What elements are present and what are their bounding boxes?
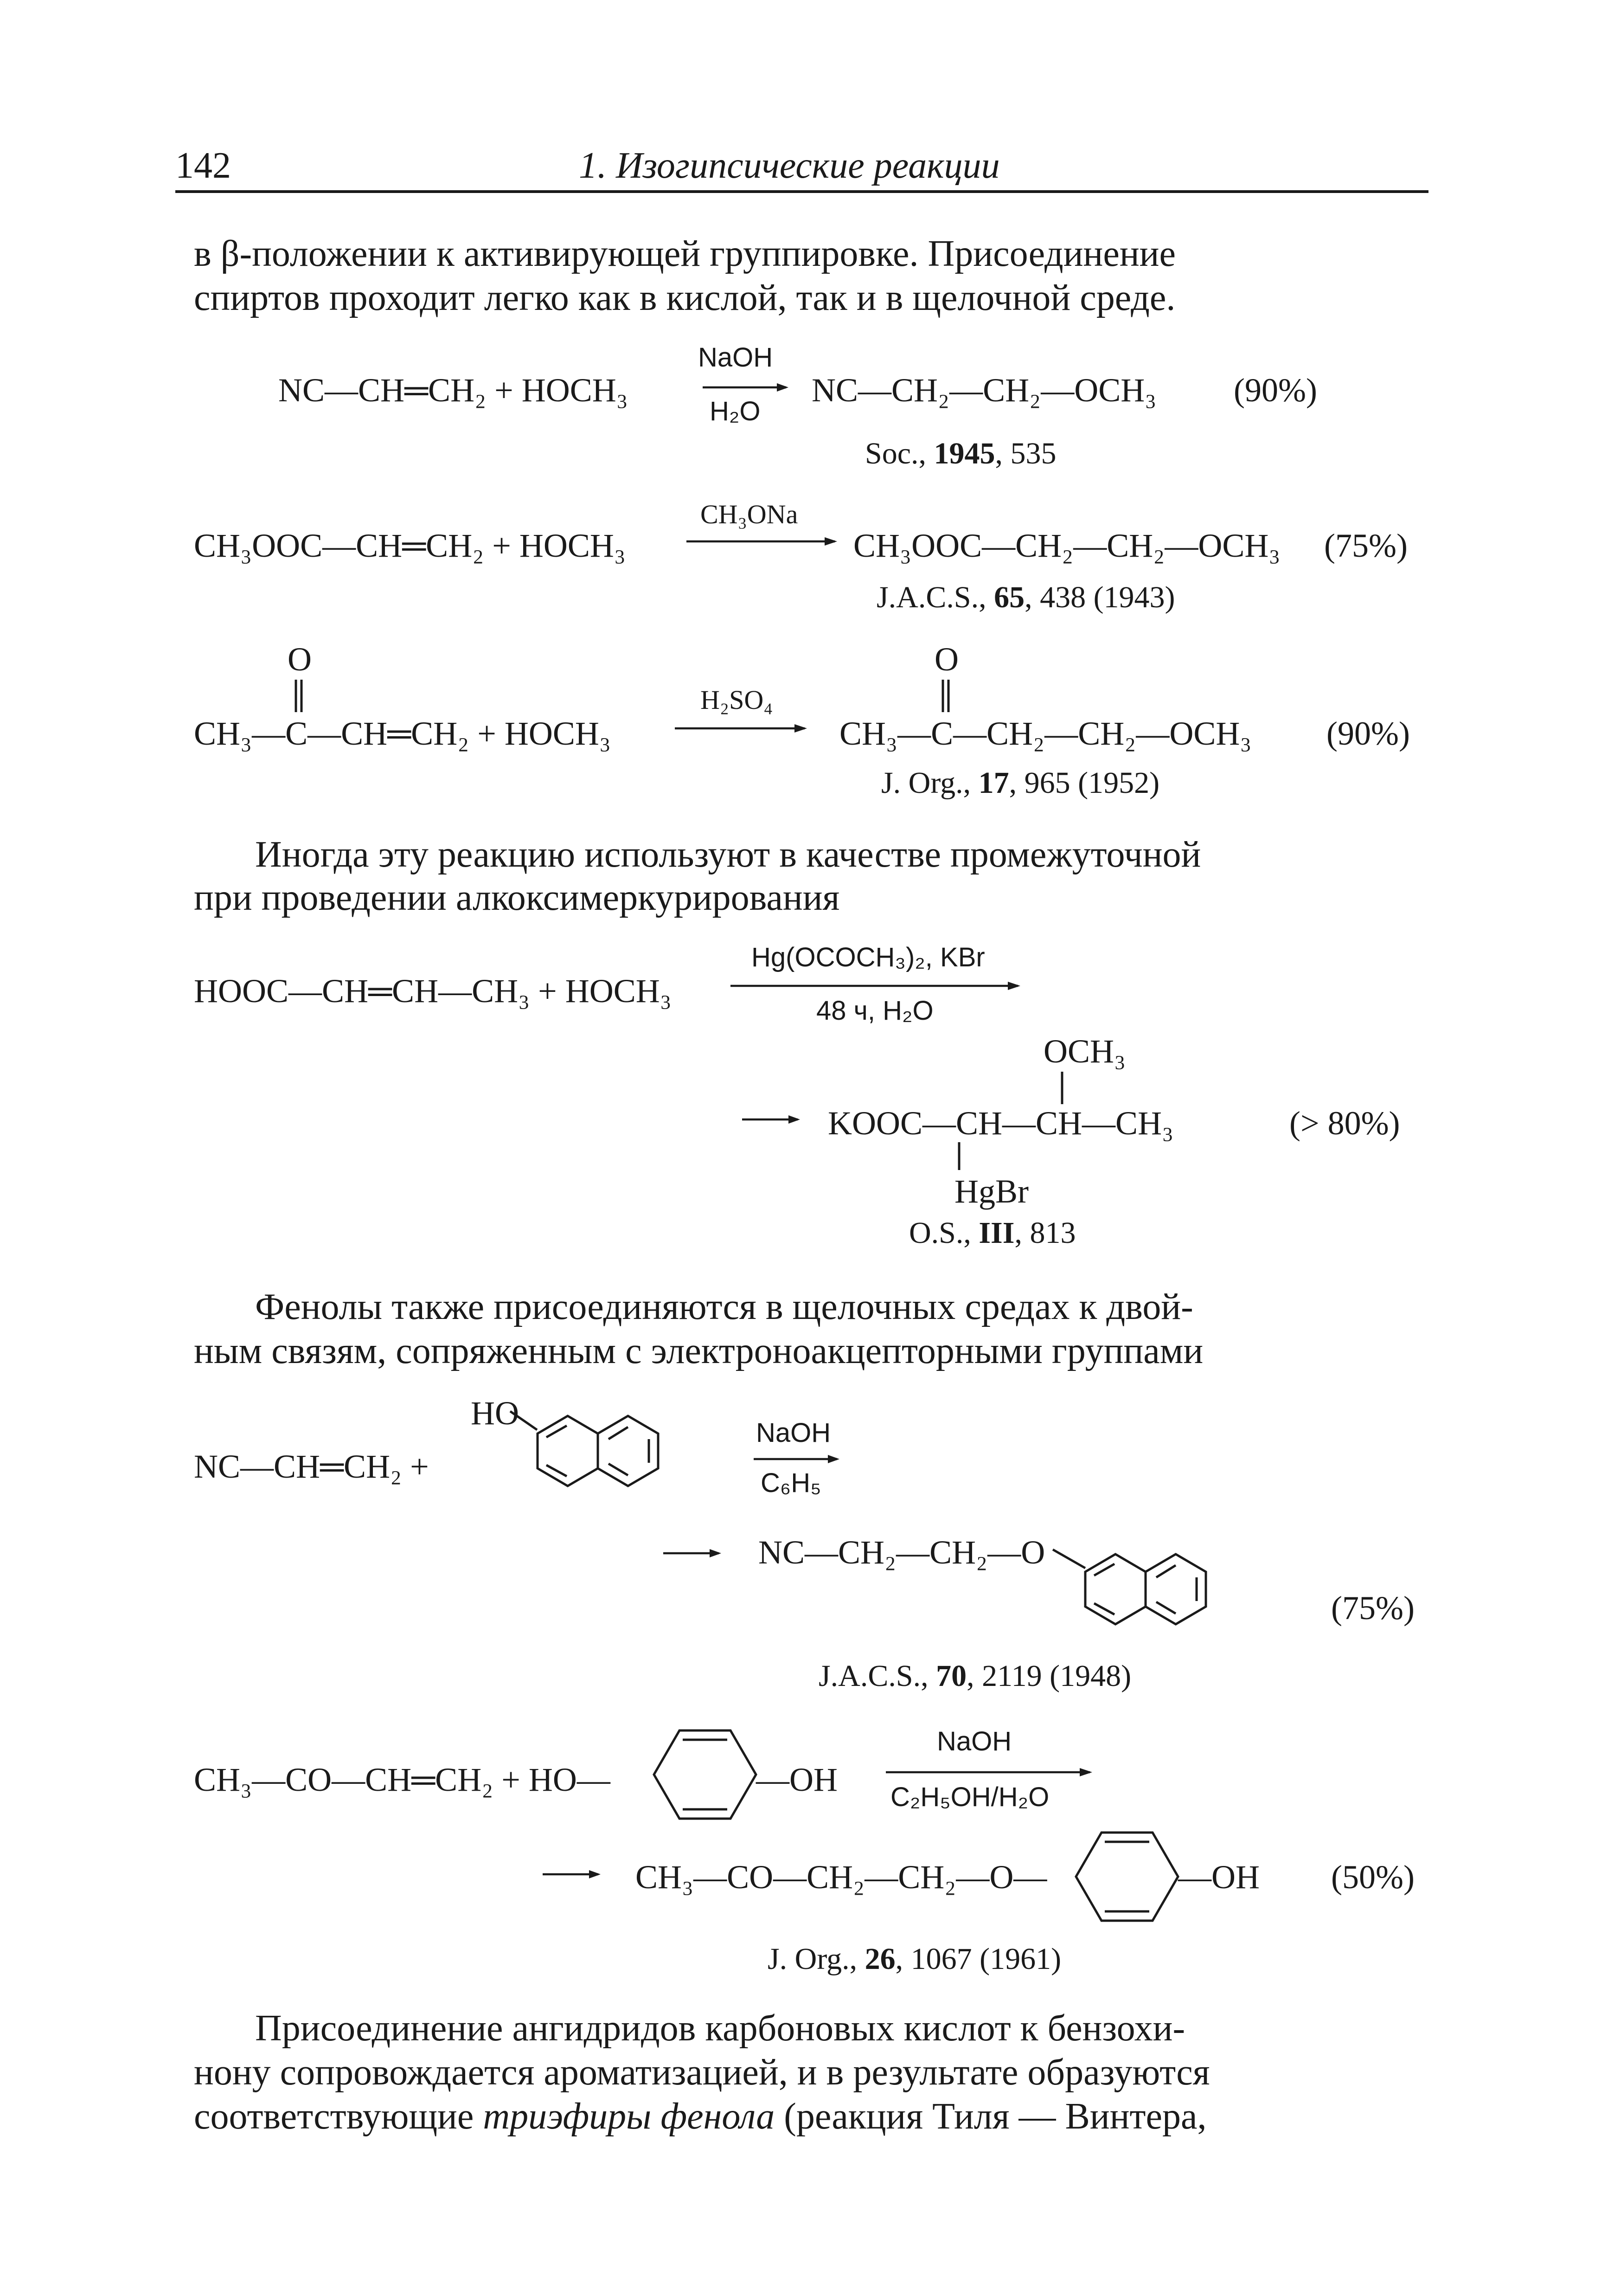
product: CH₃OOC—CH₂—CH₂—OCH₃ bbox=[853, 527, 1281, 564]
yield: (75%) bbox=[1331, 1589, 1415, 1627]
reaction-condition: C₂H₅OH/H₂O bbox=[890, 1782, 1050, 1812]
header-rule bbox=[175, 190, 1428, 193]
reaction-condition: CH₃ONa bbox=[700, 499, 798, 529]
product: KOOC—CH—CH—CH₃ bbox=[828, 1105, 1174, 1142]
paragraph-line: Иногда эту реакцию используют в качестве промежуточной bbox=[255, 834, 1201, 875]
reference: J.A.C.S., 70, 2119 (1948) bbox=[819, 1659, 1132, 1693]
paragraph-line: в β-положении к активирующей группировке. Присоединение bbox=[194, 233, 1176, 274]
reaction-condition: H₂O bbox=[710, 396, 761, 426]
yield: (50%) bbox=[1331, 1859, 1415, 1896]
reaction-arrow bbox=[742, 1113, 807, 1126]
product: NC—CH₂—CH₂—O bbox=[758, 1534, 1045, 1571]
paragraph-line: при проведении алкоксимеркурирования bbox=[194, 877, 840, 918]
substituent: —OH bbox=[1178, 1859, 1260, 1896]
yield: (90%) bbox=[1326, 715, 1410, 752]
reference: Soc., 1945, 535 bbox=[865, 437, 1057, 470]
reactant: NC—CH═CH₂ + bbox=[194, 1448, 429, 1485]
single-bond bbox=[1057, 1072, 1067, 1109]
reaction-condition: C₆H₅ bbox=[761, 1468, 821, 1498]
reaction-arrow bbox=[543, 1867, 608, 1881]
double-bond bbox=[939, 680, 953, 717]
paragraph-line: нону сопровождается ароматизацией, и в результате образуются bbox=[194, 2052, 1210, 2093]
product: NC—CH₂—CH₂—OCH₃ bbox=[812, 372, 1157, 409]
reaction-arrow bbox=[675, 721, 814, 735]
reaction-condition: 48 ч, H₂O bbox=[816, 996, 934, 1026]
reactants: CH₃—C—CH═CH₂ + HOCH₃ bbox=[194, 715, 611, 752]
paragraph-line: ным связям, сопряженным с электроноакцепторными группами bbox=[194, 1331, 1204, 1371]
reaction-arrow bbox=[703, 380, 795, 394]
reference: O.S., III, 813 bbox=[909, 1216, 1076, 1250]
yield: (90%) bbox=[1234, 372, 1317, 409]
carbonyl-oxygen: O bbox=[935, 641, 959, 678]
reaction-arrow bbox=[754, 1452, 846, 1466]
reaction-arrow bbox=[663, 1546, 728, 1560]
reaction-condition: NaOH bbox=[756, 1418, 831, 1448]
page-number: 142 bbox=[175, 145, 231, 186]
paragraph-line: спиртов проходит легко как в кислой, так и в щелочной среде. bbox=[194, 277, 1176, 318]
product: CH₃—CO—CH₂—CH₂—O— bbox=[635, 1859, 1047, 1896]
emphasis: триэфиры фенола bbox=[483, 2096, 775, 2137]
naphthol-ring bbox=[510, 1396, 742, 1526]
carbonyl-oxygen: O bbox=[288, 641, 312, 678]
reference: J.A.C.S., 65, 438 (1943) bbox=[877, 580, 1175, 614]
naphthyl-ring bbox=[1053, 1550, 1285, 1670]
reference: J. Org., 17, 965 (1952) bbox=[881, 766, 1160, 800]
product: CH₃—C—CH₂—CH₂—OCH₃ bbox=[839, 715, 1252, 752]
reaction-condition: H₂SO₄ bbox=[700, 685, 773, 715]
paragraph-line: Присоединение ангидридов карбоновых кислот к бензохи- bbox=[255, 2008, 1185, 2049]
reactant: CH₃—CO—CH═CH₂ + HO— bbox=[194, 1761, 610, 1798]
yield: (75%) bbox=[1324, 527, 1408, 564]
reference: J. Org., 26, 1067 (1961) bbox=[768, 1942, 1062, 1976]
yield: (> 80%) bbox=[1289, 1105, 1400, 1142]
running-title: 1. Изогипсические реакции bbox=[579, 145, 1000, 186]
substituent: OCH₃ bbox=[1044, 1033, 1126, 1070]
double-bond bbox=[292, 680, 306, 717]
paragraph-line: соответствующие триэфиры фенола (реакция Тиля — Винтера, bbox=[194, 2096, 1207, 2137]
reaction-condition: Hg(OCOCH₃)₂, KBr bbox=[751, 942, 985, 972]
substituent: HgBr bbox=[954, 1173, 1029, 1210]
reactants: NC—CH═CH₂ + HOCH₃ bbox=[278, 372, 628, 409]
reaction-arrow bbox=[730, 979, 1027, 993]
reaction-condition: NaOH bbox=[698, 342, 773, 373]
substituent: HO bbox=[471, 1395, 519, 1432]
reactants: HOOC—CH═CH—CH₃ + HOCH₃ bbox=[194, 972, 672, 1010]
substituent: —OH bbox=[756, 1761, 838, 1798]
reaction-condition: NaOH bbox=[937, 1726, 1012, 1756]
paragraph-line: Фенолы также присоединяются в щелочных средах к двой- bbox=[255, 1286, 1193, 1327]
reaction-arrow bbox=[886, 1765, 1099, 1779]
reactants: CH₃OOC—CH═CH₂ + HOCH₃ bbox=[194, 527, 626, 564]
reaction-arrow bbox=[686, 534, 844, 548]
single-bond bbox=[954, 1142, 964, 1175]
